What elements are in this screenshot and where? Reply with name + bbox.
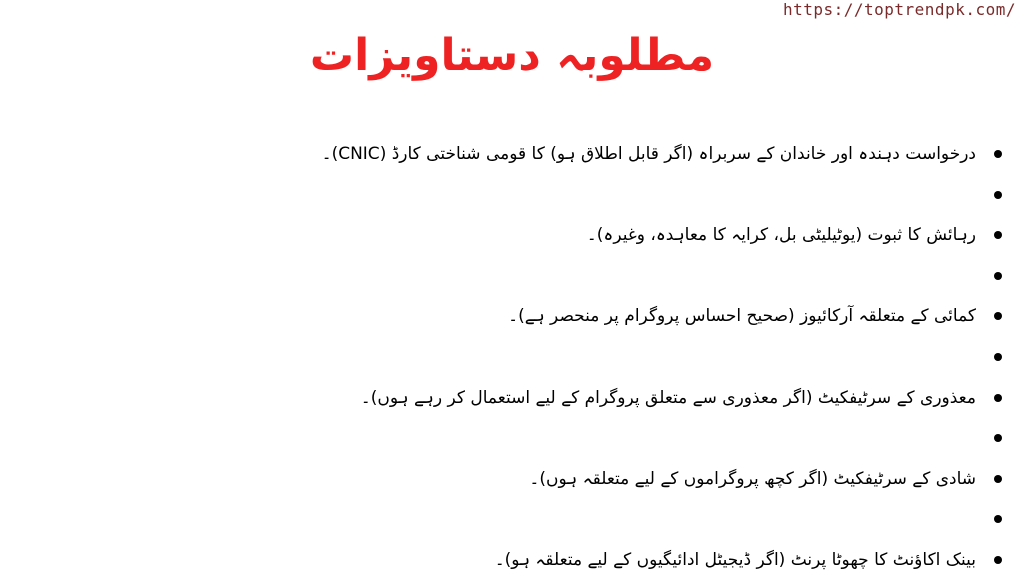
- list-item: [182, 134, 1002, 175]
- page-title: مطلوبہ دستاویزات: [309, 30, 715, 81]
- bullet-icon: [994, 394, 1002, 402]
- list-item-empty: [182, 175, 1002, 216]
- list-item-text: شادی کے سرٹیفکیٹ (اگر کچھ پروگراموں کے لیے متعلقہ ہوں)۔: [529, 468, 976, 489]
- list-item-text: رہائش کا ثبوت (یوٹیلیٹی بل، کرایہ کا معاہدہ، وغیرہ)۔: [586, 225, 976, 246]
- list-item-text: بینک اکاؤنٹ کا چھوٹا پرنٹ (اگر ڈیجیٹل ادائیگیوں کے لیے متعلقہ ہو)۔: [494, 549, 976, 570]
- list-item: [182, 378, 1002, 419]
- bullet-icon: [994, 272, 1002, 280]
- list-item-empty: [182, 337, 1002, 378]
- list-item-empty: [182, 499, 1002, 540]
- bullet-icon: [994, 312, 1002, 320]
- list-item-empty: [182, 256, 1002, 297]
- list-item: [182, 540, 1002, 576]
- bullet-icon: [994, 556, 1002, 564]
- list-item-text: درخواست دہندہ اور خاندان کے سربراہ (اگر قابل اطلاق ہو) کا قومی شناختی کارڈ (CNIC)۔: [321, 144, 976, 164]
- bullet-icon: [994, 231, 1002, 239]
- bullet-icon: [994, 475, 1002, 483]
- source-url-watermark: https://toptrendpk.com/: [782, 0, 1016, 19]
- bullet-icon: [994, 515, 1002, 523]
- list-item-empty: [182, 418, 1002, 459]
- list-item: [182, 459, 1002, 500]
- bullet-icon: [994, 353, 1002, 361]
- bullet-icon: [994, 434, 1002, 442]
- list-item-text: معذوری کے سرٹیفکیٹ (اگر معذوری سے متعلق پروگرام کے لیے استعمال کر رہے ہوں)۔: [360, 387, 976, 408]
- list-item-text: کمائی کے متعلقہ آرکائیوز (صحیح احساس پروگرام پر منحصر ہے)۔: [508, 306, 976, 327]
- list-item: [182, 215, 1002, 256]
- list-item: [182, 296, 1002, 337]
- bullet-icon: [994, 191, 1002, 199]
- required-documents-list: [182, 134, 1002, 576]
- bullet-icon: [994, 150, 1002, 158]
